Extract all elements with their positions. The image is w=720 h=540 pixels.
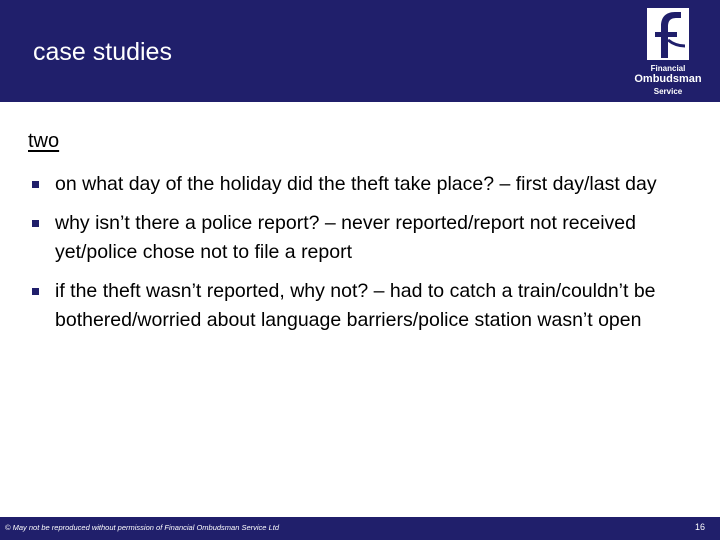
bullet-text: why isn’t there a police report? – never reported/report not received yet/police chose not to file a report [55, 212, 636, 263]
section-subtitle: two [28, 130, 60, 152]
logo-text-line3: Service [653, 87, 683, 96]
footer-bar [0, 517, 720, 540]
bullet-text: if the theft wasn’t reported, why not? – had to catch a train/couldn’t be bothered/worried about language barriers/police station wasn’t open [55, 280, 656, 331]
logo-text-line2: Ombudsman [634, 73, 702, 85]
square-bullet-icon [32, 288, 39, 295]
logo-text-line1: Financial [650, 64, 686, 73]
bullet-item [30, 170, 690, 199]
fos-logo [618, 6, 718, 98]
copyright-notice: © May not be reproduced without permission of Financial Ombudsman Service Ltd [5, 523, 279, 532]
square-bullet-icon [32, 181, 39, 188]
header-bar [0, 0, 720, 102]
bullet-item [30, 277, 690, 335]
fos-logo-icon [645, 6, 691, 62]
page-number: 16 [694, 522, 705, 532]
bullet-text: on what day of the holiday did the theft take place? – first day/last day [55, 173, 657, 195]
bullet-item [30, 209, 690, 267]
bullet-list [30, 170, 690, 335]
slide-title: case studies [33, 38, 172, 66]
square-bullet-icon [32, 220, 39, 227]
